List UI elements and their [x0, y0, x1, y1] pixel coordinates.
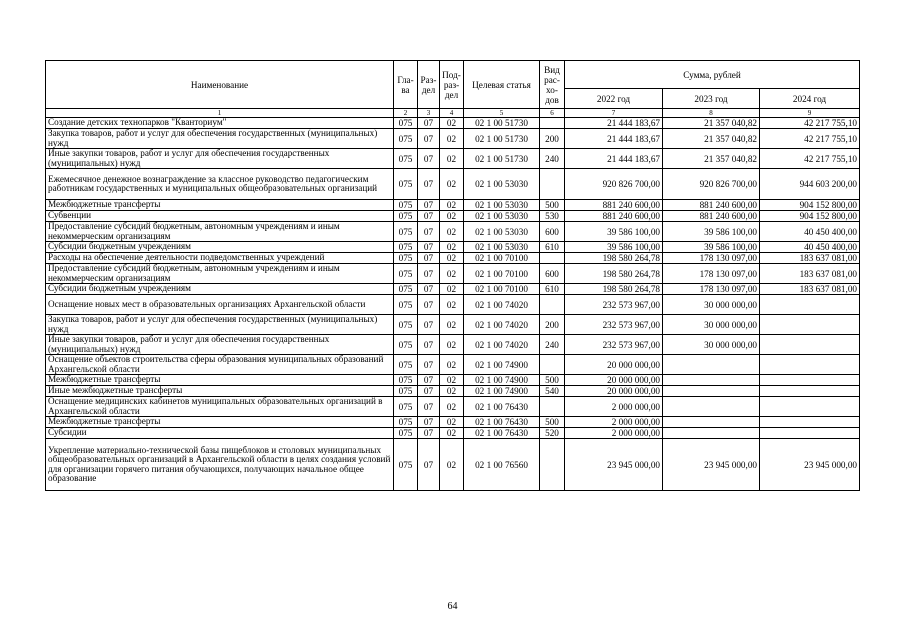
column-number: 9 — [760, 109, 860, 118]
row-sum-2024 — [760, 295, 860, 315]
row-vid: 610 — [540, 242, 565, 253]
row-sum-2024 — [760, 386, 860, 397]
row-sum-2023 — [663, 386, 760, 397]
row-glava: 075 — [394, 315, 418, 335]
row-vid: 540 — [540, 386, 565, 397]
column-number: 1 — [46, 109, 394, 118]
row-glava: 075 — [394, 242, 418, 253]
row-target: 02 1 00 70100 — [464, 264, 540, 284]
table-body — [46, 109, 860, 491]
row-sum-2024: 183 637 081,00 — [760, 253, 860, 264]
row-podrazdel: 02 — [440, 417, 464, 428]
row-target: 02 1 00 70100 — [464, 284, 540, 295]
row-sum-2022: 39 586 100,00 — [565, 222, 663, 242]
row-target: 02 1 00 51730 — [464, 129, 540, 149]
row-sum-2023 — [663, 375, 760, 386]
row-sum-2023: 39 586 100,00 — [663, 242, 760, 253]
row-vid: 200 — [540, 315, 565, 335]
row-glava: 075 — [394, 129, 418, 149]
row-vid: 530 — [540, 211, 565, 222]
row-glava: 075 — [394, 253, 418, 264]
row-sum-2022: 920 826 700,00 — [565, 169, 663, 200]
table-row — [46, 222, 860, 242]
row-sum-2022: 23 945 000,00 — [565, 439, 663, 491]
row-target: 02 1 00 76430 — [464, 397, 540, 417]
row-name: Иные межбюджетные трансферты — [46, 386, 394, 397]
row-name: Предоставление субсидий бюджетным, автономным учреждениям и иным некоммерческим организациям — [46, 264, 394, 284]
row-razdel: 07 — [418, 439, 440, 491]
row-name: Межбюджетные трансферты — [46, 417, 394, 428]
row-sum-2024: 40 450 400,00 — [760, 222, 860, 242]
row-target: 02 1 00 53030 — [464, 222, 540, 242]
row-glava: 075 — [394, 284, 418, 295]
row-sum-2024 — [760, 397, 860, 417]
row-sum-2024: 183 637 081,00 — [760, 284, 860, 295]
row-vid: 240 — [540, 149, 565, 169]
row-name: Иные закупки товаров, работ и услуг для обеспечения государственных (муниципальных) нужд — [46, 335, 394, 355]
row-podrazdel: 02 — [440, 200, 464, 211]
row-glava: 075 — [394, 149, 418, 169]
row-sum-2022: 232 573 967,00 — [565, 335, 663, 355]
row-glava: 075 — [394, 386, 418, 397]
row-razdel: 07 — [418, 284, 440, 295]
row-glava: 075 — [394, 264, 418, 284]
row-sum-2023: 178 130 097,00 — [663, 253, 760, 264]
column-number: 3 — [418, 109, 440, 118]
row-vid: 200 — [540, 129, 565, 149]
row-razdel: 07 — [418, 222, 440, 242]
header-name: Наименование — [46, 61, 394, 109]
row-glava: 075 — [394, 118, 418, 129]
row-glava: 075 — [394, 375, 418, 386]
row-razdel: 07 — [418, 253, 440, 264]
row-glava: 075 — [394, 397, 418, 417]
column-number: 4 — [440, 109, 464, 118]
table-row — [46, 169, 860, 200]
row-podrazdel: 02 — [440, 169, 464, 200]
row-razdel: 07 — [418, 129, 440, 149]
row-sum-2023 — [663, 428, 760, 439]
row-target: 02 1 00 53030 — [464, 242, 540, 253]
row-sum-2024 — [760, 355, 860, 375]
row-vid: 500 — [540, 200, 565, 211]
row-name: Субсидии — [46, 428, 394, 439]
row-glava: 075 — [394, 200, 418, 211]
header-2024: 2024 год — [760, 89, 860, 109]
row-glava: 075 — [394, 428, 418, 439]
row-name: Закупка товаров, работ и услуг для обеспечения государственных (муниципальных) нужд — [46, 129, 394, 149]
row-razdel: 07 — [418, 355, 440, 375]
row-podrazdel: 02 — [440, 428, 464, 439]
page-number: 64 — [447, 601, 458, 612]
row-sum-2022: 198 580 264,78 — [565, 253, 663, 264]
row-target: 02 1 00 51730 — [464, 149, 540, 169]
header-vid: Вид рас-хо-дов — [540, 61, 565, 109]
table-row — [46, 253, 860, 264]
row-podrazdel: 02 — [440, 118, 464, 129]
table-row — [46, 428, 860, 439]
row-name: Субсидии бюджетным учреждениям — [46, 242, 394, 253]
row-sum-2023: 23 945 000,00 — [663, 439, 760, 491]
column-number: 7 — [565, 109, 663, 118]
row-target: 02 1 00 74020 — [464, 295, 540, 315]
row-razdel: 07 — [418, 386, 440, 397]
table-row — [46, 355, 860, 375]
row-target: 02 1 00 74900 — [464, 375, 540, 386]
row-name: Расходы на обеспечение деятельности подведомственных учреждений — [46, 253, 394, 264]
row-sum-2023: 178 130 097,00 — [663, 284, 760, 295]
row-target: 02 1 00 53030 — [464, 200, 540, 211]
table-row — [46, 295, 860, 315]
header-2023: 2023 год — [663, 89, 760, 109]
header-sum: Сумма, рублей — [565, 61, 860, 89]
row-name: Субвенции — [46, 211, 394, 222]
row-podrazdel: 02 — [440, 264, 464, 284]
row-podrazdel: 02 — [440, 397, 464, 417]
row-sum-2024: 40 450 400,00 — [760, 242, 860, 253]
row-razdel: 07 — [418, 375, 440, 386]
row-vid — [540, 118, 565, 129]
row-sum-2024 — [760, 417, 860, 428]
row-vid: 500 — [540, 375, 565, 386]
header-target: Целевая статья — [464, 61, 540, 109]
row-sum-2022: 2 000 000,00 — [565, 417, 663, 428]
row-name: Оснащение объектов строительства сферы образования муниципальных образований Архангельской области — [46, 355, 394, 375]
row-sum-2023: 920 826 700,00 — [663, 169, 760, 200]
row-name: Субсидии бюджетным учреждениям — [46, 284, 394, 295]
row-sum-2023: 30 000 000,00 — [663, 315, 760, 335]
table-row — [46, 129, 860, 149]
row-podrazdel: 02 — [440, 149, 464, 169]
table-row — [46, 397, 860, 417]
row-sum-2024: 904 152 800,00 — [760, 211, 860, 222]
row-podrazdel: 02 — [440, 335, 464, 355]
column-number: 8 — [663, 109, 760, 118]
row-podrazdel: 02 — [440, 222, 464, 242]
row-razdel: 07 — [418, 149, 440, 169]
row-sum-2024 — [760, 428, 860, 439]
row-sum-2024 — [760, 375, 860, 386]
row-podrazdel: 02 — [440, 242, 464, 253]
row-podrazdel: 02 — [440, 386, 464, 397]
row-sum-2022: 21 444 183,67 — [565, 118, 663, 129]
row-glava: 075 — [394, 335, 418, 355]
table-row — [46, 211, 860, 222]
row-podrazdel: 02 — [440, 439, 464, 491]
row-vid — [540, 439, 565, 491]
row-razdel: 07 — [418, 428, 440, 439]
row-glava: 075 — [394, 169, 418, 200]
row-sum-2023: 881 240 600,00 — [663, 200, 760, 211]
row-vid: 240 — [540, 335, 565, 355]
row-sum-2022: 881 240 600,00 — [565, 211, 663, 222]
row-sum-2024 — [760, 315, 860, 335]
row-podrazdel: 02 — [440, 284, 464, 295]
row-vid: 520 — [540, 428, 565, 439]
row-name: Оснащение новых мест в образовательных организациях Архангельской области — [46, 295, 394, 315]
row-sum-2024: 183 637 081,00 — [760, 264, 860, 284]
row-sum-2022: 21 444 183,67 — [565, 149, 663, 169]
row-razdel: 07 — [418, 242, 440, 253]
row-razdel: 07 — [418, 397, 440, 417]
row-name: Ежемесячное денежное вознаграждение за классное руководство педагогическим работникам государственных и муниципальных общеобразовательных организаций — [46, 169, 394, 200]
row-sum-2024: 944 603 200,00 — [760, 169, 860, 200]
row-vid: 600 — [540, 222, 565, 242]
row-sum-2024: 42 217 755,10 — [760, 149, 860, 169]
table-row — [46, 335, 860, 355]
column-number: 5 — [464, 109, 540, 118]
row-glava: 075 — [394, 439, 418, 491]
row-target: 02 1 00 74900 — [464, 386, 540, 397]
row-razdel: 07 — [418, 211, 440, 222]
row-sum-2022: 2 000 000,00 — [565, 397, 663, 417]
table-row — [46, 149, 860, 169]
table-row — [46, 118, 860, 129]
header-podrazdel: Под-раз-дел — [440, 61, 464, 109]
row-razdel: 07 — [418, 335, 440, 355]
row-sum-2023: 21 357 040,82 — [663, 149, 760, 169]
row-sum-2022: 881 240 600,00 — [565, 200, 663, 211]
row-name: Создание детских технопарков "Кванториум" — [46, 118, 394, 129]
row-vid: 500 — [540, 417, 565, 428]
row-podrazdel: 02 — [440, 315, 464, 335]
row-razdel: 07 — [418, 417, 440, 428]
row-podrazdel: 02 — [440, 295, 464, 315]
row-razdel: 07 — [418, 315, 440, 335]
row-target: 02 1 00 53030 — [464, 169, 540, 200]
table-row — [46, 284, 860, 295]
row-target: 02 1 00 53030 — [464, 211, 540, 222]
row-vid — [540, 397, 565, 417]
row-podrazdel: 02 — [440, 375, 464, 386]
row-glava: 075 — [394, 222, 418, 242]
header-2022: 2022 год — [565, 89, 663, 109]
row-sum-2022: 20 000 000,00 — [565, 375, 663, 386]
table-row — [46, 375, 860, 386]
row-razdel: 07 — [418, 200, 440, 211]
row-podrazdel: 02 — [440, 129, 464, 149]
row-sum-2023 — [663, 355, 760, 375]
table-row — [46, 315, 860, 335]
row-sum-2022: 232 573 967,00 — [565, 295, 663, 315]
row-sum-2022: 20 000 000,00 — [565, 355, 663, 375]
row-name: Межбюджетные трансферты — [46, 375, 394, 386]
row-target: 02 1 00 76560 — [464, 439, 540, 491]
header-razdel: Раз-дел — [418, 61, 440, 109]
row-razdel: 07 — [418, 118, 440, 129]
row-sum-2023: 39 586 100,00 — [663, 222, 760, 242]
row-glava: 075 — [394, 295, 418, 315]
row-sum-2023 — [663, 397, 760, 417]
row-target: 02 1 00 70100 — [464, 253, 540, 264]
row-podrazdel: 02 — [440, 211, 464, 222]
row-vid — [540, 169, 565, 200]
row-glava: 075 — [394, 355, 418, 375]
column-number: 6 — [540, 109, 565, 118]
row-vid — [540, 253, 565, 264]
row-podrazdel: 02 — [440, 355, 464, 375]
row-vid: 600 — [540, 264, 565, 284]
header-glava: Гла-ва — [394, 61, 418, 109]
table-row — [46, 417, 860, 428]
row-razdel: 07 — [418, 169, 440, 200]
row-sum-2024: 42 217 755,10 — [760, 118, 860, 129]
column-number-row — [46, 109, 860, 118]
row-sum-2023: 21 357 040,82 — [663, 129, 760, 149]
table-row — [46, 264, 860, 284]
row-name: Укрепление материально-технической базы пищеблоков и столовых муниципальных общеобразовательных организаций в Архангельской области в целях создания условий для организации горячего питания обучающихся, получающих начальное общее образование — [46, 439, 394, 491]
row-vid — [540, 295, 565, 315]
row-target: 02 1 00 74900 — [464, 355, 540, 375]
row-name: Оснащение медицинских кабинетов муниципальных образовательных организаций в Архангельской области — [46, 397, 394, 417]
row-sum-2022: 39 586 100,00 — [565, 242, 663, 253]
row-sum-2022: 198 580 264,78 — [565, 284, 663, 295]
row-sum-2024 — [760, 335, 860, 355]
column-number: 2 — [394, 109, 418, 118]
row-target: 02 1 00 74020 — [464, 315, 540, 335]
row-sum-2024: 42 217 755,10 — [760, 129, 860, 149]
row-sum-2023: 178 130 097,00 — [663, 264, 760, 284]
row-razdel: 07 — [418, 264, 440, 284]
row-name: Иные закупки товаров, работ и услуг для обеспечения государственных (муниципальных) нужд — [46, 149, 394, 169]
row-vid: 610 — [540, 284, 565, 295]
row-target: 02 1 00 74020 — [464, 335, 540, 355]
row-target: 02 1 00 51730 — [464, 118, 540, 129]
row-glava: 075 — [394, 417, 418, 428]
row-sum-2022: 20 000 000,00 — [565, 386, 663, 397]
row-name: Предоставление субсидий бюджетным, автономным учреждениям и иным некоммерческим организациям — [46, 222, 394, 242]
row-glava: 075 — [394, 211, 418, 222]
row-sum-2023 — [663, 417, 760, 428]
budget-table — [45, 60, 860, 491]
row-sum-2024: 23 945 000,00 — [760, 439, 860, 491]
row-target: 02 1 00 76430 — [464, 428, 540, 439]
row-sum-2022: 21 444 183,67 — [565, 129, 663, 149]
table-row — [46, 200, 860, 211]
row-name: Закупка товаров, работ и услуг для обеспечения государственных (муниципальных) нужд — [46, 315, 394, 335]
row-sum-2022: 2 000 000,00 — [565, 428, 663, 439]
table-row — [46, 439, 860, 491]
row-target: 02 1 00 76430 — [464, 417, 540, 428]
row-sum-2023: 881 240 600,00 — [663, 211, 760, 222]
row-vid — [540, 355, 565, 375]
row-sum-2023: 21 357 040,82 — [663, 118, 760, 129]
row-sum-2023: 30 000 000,00 — [663, 295, 760, 315]
row-sum-2022: 198 580 264,78 — [565, 264, 663, 284]
table-row — [46, 386, 860, 397]
row-sum-2024: 904 152 800,00 — [760, 200, 860, 211]
row-name: Межбюджетные трансферты — [46, 200, 394, 211]
row-sum-2023: 30 000 000,00 — [663, 335, 760, 355]
row-podrazdel: 02 — [440, 253, 464, 264]
row-razdel: 07 — [418, 295, 440, 315]
row-sum-2022: 232 573 967,00 — [565, 315, 663, 335]
table-row — [46, 242, 860, 253]
